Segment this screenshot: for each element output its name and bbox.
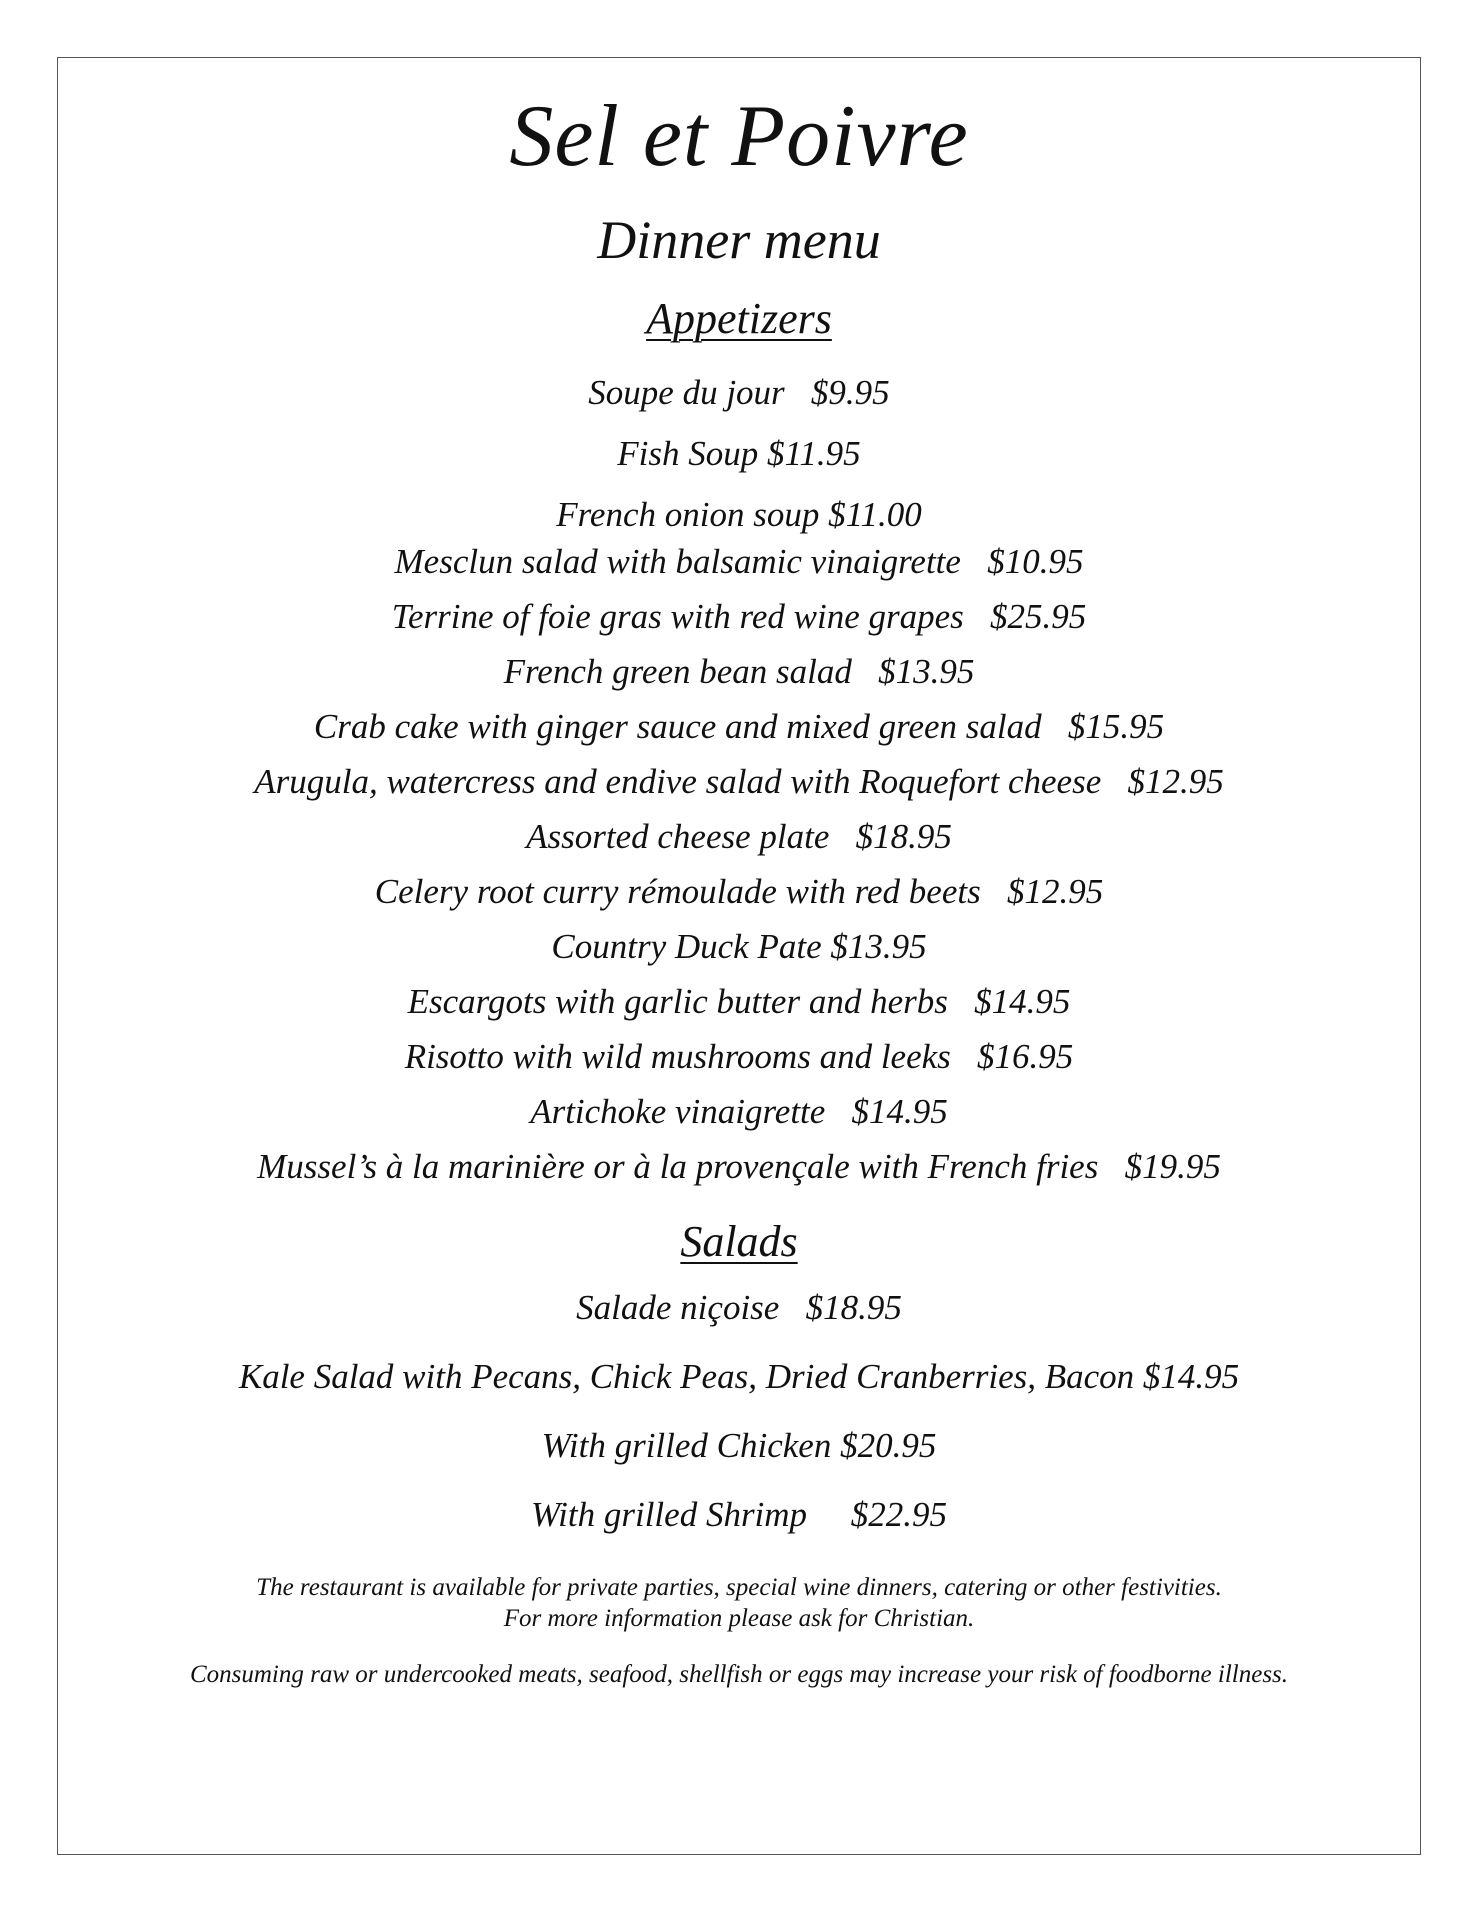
contact-note: For more information please ask for Christian. (503, 1605, 975, 1633)
menu-item: Mesclun salad with balsamic vinaigrette $10.95 (394, 542, 1084, 581)
menu-item: Risotto with wild mushrooms and leeks $16.95 (404, 1037, 1074, 1076)
salads-heading: Salads (680, 1217, 798, 1266)
menu-item: French green bean salad $13.95 (503, 652, 975, 691)
menu-item: Crab cake with ginger sauce and mixed green salad $15.95 (313, 707, 1165, 746)
menu-item: Terrine of foie gras with red wine grapes $25.95 (391, 597, 1087, 636)
menu-item: Kale Salad with Pecans, Chick Peas, Dried Cranberries, Bacon $14.95 (238, 1357, 1240, 1396)
appetizers-heading: Appetizers (646, 294, 832, 343)
menu-item: Escargots with garlic butter and herbs $14.95 (407, 982, 1071, 1021)
menu-item: Salade niçoise $18.95 (576, 1288, 902, 1327)
menu-item: Country Duck Pate $13.95 (551, 927, 927, 966)
menu-item: Artichoke vinaigrette $14.95 (530, 1092, 948, 1131)
menu-item: With grilled Chicken $20.95 (541, 1426, 937, 1465)
health-warning-note: Consuming raw or undercooked meats, seafood, shellfish or eggs may increase your risk of foodborne illness. (189, 1660, 1289, 1688)
menu-item: Celery root curry rémoulade with red beets $12.95 (374, 872, 1104, 911)
menu-item: Mussel’s à la marinière or à la provençale with French fries $19.95 (257, 1147, 1221, 1186)
private-parties-note: The restaurant is available for private parties, special wine dinners, catering or other festivities. (256, 1574, 1222, 1601)
salads-list (57, 1290, 1421, 1532)
menu-item: Assorted cheese plate $18.95 (526, 817, 952, 856)
menu-item: Arugula, watercress and endive salad with Roquefort cheese $12.95 (254, 762, 1224, 801)
appetizers-list (57, 375, 1421, 1184)
menu-item: With grilled Shrimp $22.95 (530, 1495, 948, 1534)
menu-page (57, 57, 1421, 1690)
menu-item: French onion soup $11.00 (556, 495, 922, 534)
restaurant-name: Sel et Poivre (509, 88, 969, 185)
menu-item: Soupe du jour $9.95 (588, 373, 890, 412)
menu-item: Fish Soup $11.95 (617, 434, 861, 473)
menu-title: Dinner menu (597, 210, 881, 270)
